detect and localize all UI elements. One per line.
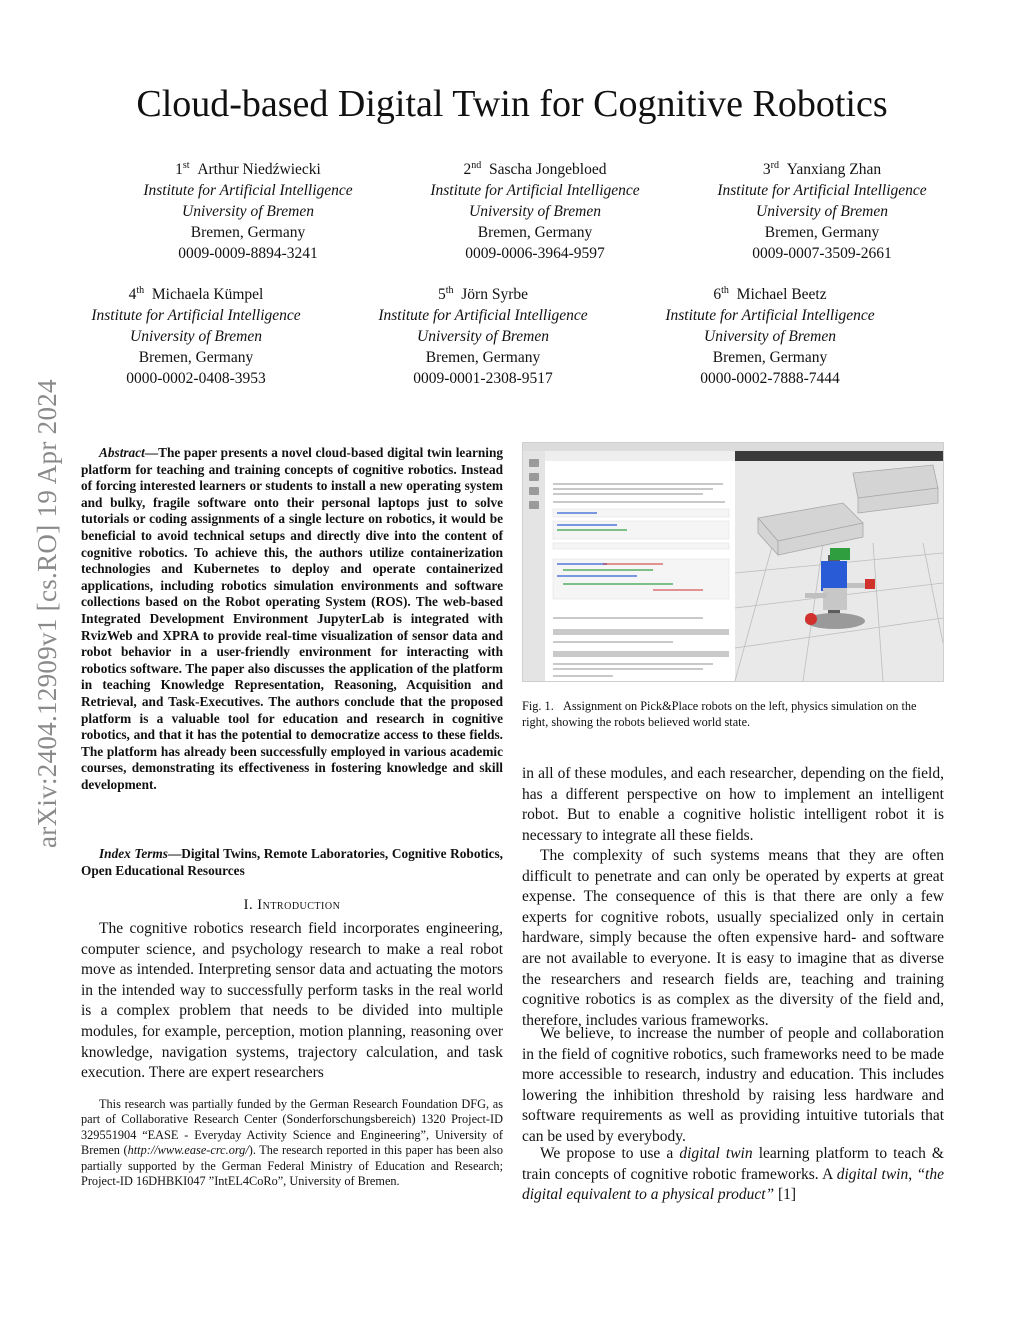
author-name: 2nd Sascha Jongebloed [463,160,607,179]
caption-text: Assignment on Pick&Place robots on the left, physics simulation on the right, showing the robots believed world state. [522,699,917,729]
index-terms [81,846,503,879]
footnote-link[interactable]: http://www.ease-crc.org/ [127,1143,249,1158]
section-title: Introduction [257,897,341,913]
intro-paragraph: The cognitive robotics research field incorporates engineering, computer science, and psychology research to make a real robot move as intended. Interpreting sensor data and actuating the motors in the intended way to successfully perform tasks in the real world is a complex problem that needs to be divided into multiple modules, for example, perception, motion planning, reasoning over knowledge, navigation systems, trajectory calculation, and task execution. There are expert researchers [81,920,503,1082]
author-institute: Institute for Artificial Intelligence [91,307,301,325]
author-orcid: 0009-0007-3509-2661 [752,245,892,263]
arxiv-identifier: arXiv:2404.12909v1 [cs.RO] 19 Apr 2024 [32,379,62,848]
author-block [353,280,613,389]
author-orcid: 0009-0009-8894-3241 [178,245,318,263]
body-paragraph: We propose to use a digital twin learning platform to teach & train concepts of cognitive robotic frameworks. A digital twin, “the digital equivalent to a physical product” [1] [522,1145,944,1204]
figure-screenshot [522,442,944,682]
abstract [81,445,503,793]
author-institute: Institute for Artificial Intelligence [665,307,875,325]
author-location: Bremen, Germany [477,224,593,242]
author-orcid: 0009-0006-3964-9597 [465,245,605,263]
author-name: 6th Michael Beetz [713,285,827,304]
author-institute: Institute for Artificial Intelligence [430,182,640,200]
figure-illustration [523,443,943,681]
author-orcid: 0000-0002-0408-3953 [126,370,266,388]
author-location: Bremen, Germany [764,224,880,242]
author-institute: Institute for Artificial Intelligence [143,182,353,200]
author-university: University of Bremen [756,203,888,221]
index-terms-text: —Digital Twins, Remote Laboratories, Cognitive Robotics, Open Educational Resources [81,846,503,878]
index-terms-label: Index Terms [99,846,168,861]
author-institute: Institute for Artificial Intelligence [717,182,927,200]
author-block [118,155,378,264]
author-university: University of Bremen [182,203,314,221]
body-paragraph: The complexity of such systems means that they are often difficult to penetrate and can only be operated by experts at great expense. The consequence of this is that there are only a few experts for cognitive robots, usually specialized only in certain hardware, simply because the often expensive hard- and software are not available to everyone. It is easy to imagine that as diverse the researchers and research fields are, teaching and training cognitive robotics is as complex as the diversity of the field and, therefore, includes various frameworks. [522,847,944,1029]
section-heading [81,897,503,914]
author-block [640,280,900,389]
author-block [405,155,665,264]
author-university: University of Bremen [704,328,836,346]
author-orcid: 0000-0002-7888-7444 [700,370,840,388]
author-name: 1st Arthur Niedźwiecki [175,160,321,179]
author-location: Bremen, Germany [425,349,541,367]
author-university: University of Bremen [469,203,601,221]
author-location: Bremen, Germany [190,224,306,242]
author-location: Bremen, Germany [138,349,254,367]
author-name: 5th Jörn Syrbe [437,285,528,304]
author-institute: Institute for Artificial Intelligence [378,307,588,325]
figure-caption [522,698,944,730]
author-university: University of Bremen [130,328,262,346]
author-orcid: 0009-0001-2308-9517 [413,370,553,388]
section-number: I. [243,897,254,913]
author-block [692,155,952,264]
author-location: Bremen, Germany [712,349,828,367]
funding-footnote: This research was partially funded by the German Research Foundation DFG, as part of Collaborative Research Center (Sonderforschungsbereich) 1320 Project-ID 329551904 “EASE - Everyday Activity Science and Engineering”, University of Bremen (http://www.ease-crc.org/). The research reported in this paper has been also partially supported by the German Federal Ministry of Education and Research; Project-ID 16DHBKI047 ”IntEL4CoRo”, University of Bremen. [81,1097,503,1189]
abstract-text: —The paper presents a novel cloud-based digital twin learning platform for teaching and training concepts of cognitive robotics. Instead of forcing interested learners or students to install a new operating system and bulky, fragile software onto their personal laptops just to solve tutorials or coding assignments of a single lecture on robotics, it would be beneficial to avoid technical setups and directly dive into the content of cognitive robotics. To achieve this, the authors utilize containerization technologies and Kubernetes to deploy and operate containerized applications, including robotics simulation environments and software collections based on the Robot operating System (ROS). The web-based Integrated Development Environment JupyterLab is integrated with RvizWeb and XPRA to provide real-time visualization of sensor data and robot behavior in a user-friendly environment for interacting with robotics software. The paper also discusses the application of the platform in teaching Knowledge Representation, Reasoning, Acquisition and Retrieval, and Task-Executives. The authors conclude that the proposed platform is a valuable tool for education and research in cognitive robotics, and that it has the potential to democratize access to these fields. The platform has already been successfully employed in various academic courses, demonstrating its effectiveness in fostering knowledge and skill development. [81,445,503,792]
abstract-label: Abstract [99,445,145,460]
paper-title: Cloud-based Digital Twin for Cognitive Robotics [136,83,888,125]
author-name: 3rd Yanxiang Zhan [762,160,882,179]
author-block [66,280,326,389]
author-university: University of Bremen [417,328,549,346]
author-name: 4th Michaela Kümpel [128,285,264,304]
body-paragraph: We believe, to increase the number of people and collaboration in the field of cognitive robotics, such frameworks need to be made more accessible to research, industry and education. This includes lowering the inhibition threshold by raising less hardware and software requirements as well as providing intuitive tutorials that can be used by everybody. [522,1025,944,1145]
caption-label: Fig. 1. [522,699,554,713]
body-paragraph: in all of these modules, and each researcher, depending on the field, has a different perspective on how to implement an intelligent robot. But to enable a cognitive holistic intelligent robot it is necessary to integrate all these fields. [522,765,944,844]
